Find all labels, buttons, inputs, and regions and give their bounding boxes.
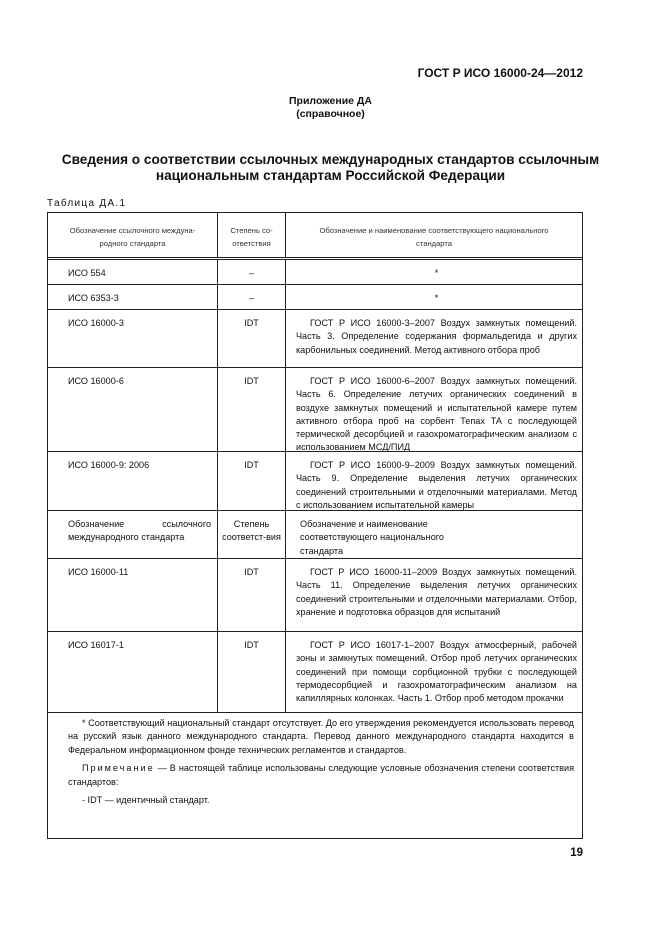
degree-cell: IDT bbox=[218, 368, 286, 451]
national-standard-text: ГОСТ Р ИСО 16017-1–2007 Воздух атмосферный, рабочей зоны и замкнутых помещений. Отбор проб летучих органических соединений при помощи сорбционной трубки с последующей термодесорбцией и газохроматографическим анализом на капиллярных колонках. Часть 1. Отбор проб методом прокачки bbox=[296, 640, 577, 704]
correspondence-table bbox=[47, 212, 583, 839]
degree-cell: Степень соответст-вия bbox=[218, 511, 286, 558]
intl-standard-cell: ИСО 16000-3 bbox=[48, 310, 218, 367]
document-code: ГОСТ Р ИСО 16000-24—2012 bbox=[417, 66, 583, 80]
table-header-row bbox=[48, 213, 582, 260]
intl-standard-cell: ИСО 6353-3 bbox=[48, 285, 218, 309]
national-standard-cell bbox=[286, 368, 582, 451]
intl-standard-cell: Обозначение ссылочного международного стандарта bbox=[48, 511, 218, 558]
national-standard-text: ГОСТ Р ИСО 16000-9–2009 Воздух замкнутых помещений. Часть 9. Определение выделения летучих органических соединений строительными и отделочными материалами. Метод с использованием испытательной камеры bbox=[296, 460, 577, 510]
table-row bbox=[48, 368, 582, 452]
table-row bbox=[48, 310, 582, 368]
appendix-subtitle: (справочное) bbox=[296, 108, 365, 120]
degree-cell: IDT bbox=[218, 559, 286, 631]
national-standard-cell bbox=[286, 452, 582, 510]
intl-standard-cell: ИСО 16000-9: 2006 bbox=[48, 452, 218, 510]
appendix-label bbox=[0, 95, 661, 121]
degree-cell: – bbox=[218, 260, 286, 284]
heading-line-2: национальным стандартам Российской Федерации bbox=[155, 168, 506, 183]
national-standard-cell: * bbox=[434, 293, 439, 303]
page-number: 19 bbox=[570, 847, 583, 859]
table-row bbox=[48, 452, 582, 511]
national-standard-text: ГОСТ Р ИСО 16000-11–2009 Воздух замкнутых помещений. Часть 11. Определение выделения летучих органических соединений строительными и отделочными материалами. Отбор, хранение и подготовка образцов для испытаний bbox=[296, 567, 577, 617]
appendix-title: Приложение ДА bbox=[289, 95, 372, 107]
header-degree: Степень со-ответствия bbox=[218, 213, 286, 257]
table-header-repeat-row bbox=[48, 511, 582, 559]
intl-standard-cell: ИСО 16000-11 bbox=[48, 559, 218, 631]
degree-cell: IDT bbox=[218, 310, 286, 367]
section-heading bbox=[40, 152, 621, 184]
table-row bbox=[48, 260, 582, 285]
intl-standard-cell: ИСО 554 bbox=[48, 260, 218, 284]
footnote: * Соответствующий национальный стандарт отсутствует. До его утверждения рекомендуется использовать перевод на русский язык данного международного стандарта. Перевод данного международного стандарта находится в Федеральном информационном фонде технических регламентов и стандартов. bbox=[68, 718, 574, 755]
national-standard-cell: Обозначение и наименование соответствующего национального стандарта bbox=[300, 519, 444, 556]
table-footer bbox=[48, 713, 582, 807]
national-standard-cell: * bbox=[434, 268, 439, 278]
intl-standard-cell: ИСО 16017-1 bbox=[48, 632, 218, 712]
degree-cell: IDT bbox=[218, 452, 286, 510]
national-standard-cell bbox=[286, 559, 582, 631]
degree-cell: IDT bbox=[218, 632, 286, 712]
note-text: — В настоящей таблице использованы следующие условные обозначения степени соответствия стандартов: bbox=[68, 763, 574, 787]
table-label: Таблица ДА.1 bbox=[47, 198, 127, 209]
header-national-standard: Обозначение и наименование соответствующего национального стандарта bbox=[319, 226, 549, 248]
heading-line-1: Сведения о соответствии ссылочных международных стандартов ссылочным bbox=[61, 152, 600, 167]
degree-cell: – bbox=[218, 285, 286, 309]
national-standard-cell bbox=[286, 632, 582, 712]
note bbox=[68, 762, 574, 789]
header-intl-standard: Обозначение ссылочного междуна-родного стандарта bbox=[48, 213, 218, 257]
note-label: Примечание bbox=[82, 763, 155, 774]
table-row bbox=[48, 285, 582, 310]
national-standard-text: ГОСТ Р ИСО 16000-3–2007 Воздух замкнутых помещений. Часть 3. Определение содержания формальдегида и других карбонильных соединений. Метод активного отбора проб bbox=[296, 318, 577, 355]
table-row bbox=[48, 559, 582, 632]
legend-idt: - IDT — идентичный стандарт. bbox=[82, 795, 210, 806]
national-standard-cell bbox=[286, 310, 582, 367]
national-standard-text: ГОСТ Р ИСО 16000-6–2007 Воздух замкнутых помещений. Часть 6. Определение летучих органических соединений в воздухе замкнутых помещений и испытательной камере путем активного отбора проб на сорбент Тепах ТА с последующей термической десорбцией и газохроматографическим анализом с использованием МСД/ПИД bbox=[296, 376, 577, 453]
intl-standard-cell: ИСО 16000-6 bbox=[48, 368, 218, 451]
table-row bbox=[48, 632, 582, 713]
